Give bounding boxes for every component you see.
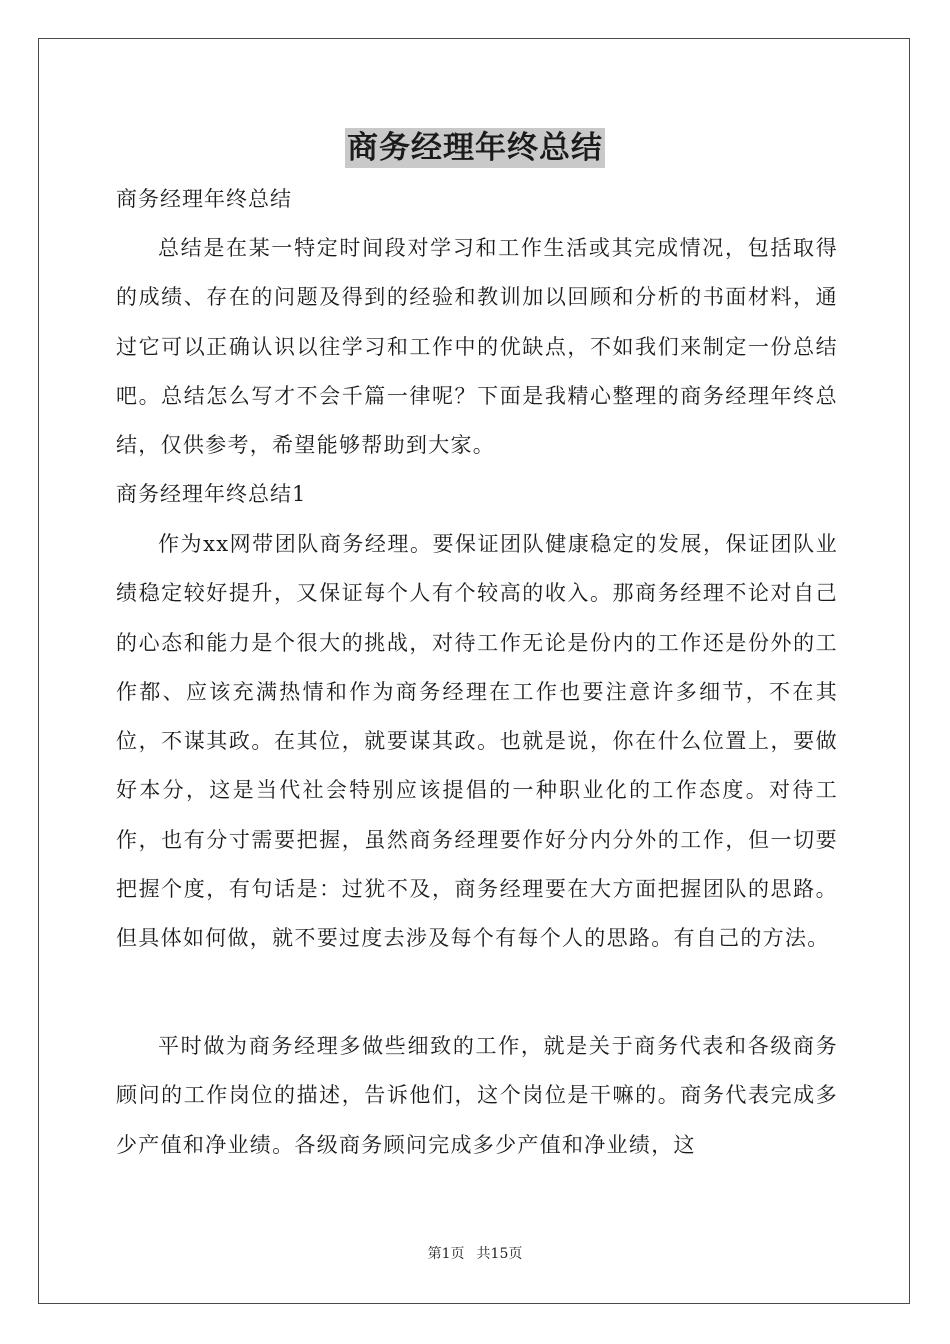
page-total: 共15页	[476, 1246, 523, 1262]
intro-paragraph: 总结是在某一特定时间段对学习和工作生活或其完成情况，包括取得的成绩、存在的问题及得到的经验和教训加以回顾和分析的书面材料，通过它可以正确认识以往学习和工作中的优缺点，不如我们来制定一份总结吧。总结怎么写才不会千篇一律呢？下面是我精心整理的商务经理年终总结，仅供参考，希望能够帮助到大家。	[116, 236, 838, 458]
title-container	[0, 128, 950, 168]
document-title: 商务经理年终总结	[347, 130, 603, 166]
section-heading: 商务经理年终总结1	[116, 482, 307, 506]
body-paragraph-2: 平时做为商务经理多做些细致的工作，就是关于商务代表和各级商务顾问的工作岗位的描述，告诉他们，这个岗位是干嘛的。商务代表完成多少产值和净业绩。各级商务顾问完成多少产值和净业绩，这	[116, 1034, 838, 1157]
document-subtitle: 商务经理年终总结	[116, 187, 292, 211]
page-number: 第1页	[427, 1246, 465, 1262]
body-paragraph-1: 作为xx网带团队商务经理。要保证团队健康稳定的发展，保证团队业绩稳定较好提升，又保证每个人有个较高的收入。那商务经理不论对自己的心态和能力是个很大的挑战，对待工作无论是份内的工作还是份外的工作都、应该充满热情和作为商务经理在工作也要注意许多细节，不在其位，不谋其政。在其位，就要谋其政。也就是说，你在什么位置上，要做好本分，这是当代社会特别应该提倡的一种职业化的工作态度。对待工作，也有分寸需要把握，虽然商务经理要作好分内分外的工作，但一切要把握个度，有句话是：过犹不及，商务经理要在大方面把握团队的思路。但具体如何做，就不要过度去涉及每个有每个人的思路。有自己的方法。	[116, 532, 838, 951]
page-footer	[0, 1244, 950, 1264]
